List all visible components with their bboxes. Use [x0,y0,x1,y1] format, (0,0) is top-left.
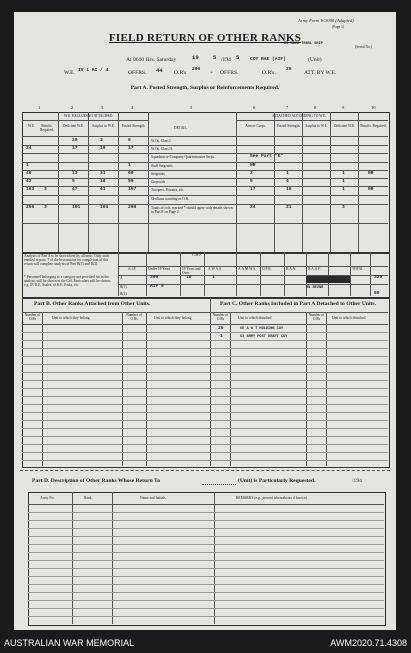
detail-header: DETAIL. [174,126,188,130]
part-a-detail: Corporals [151,180,166,184]
col-header-att-sur: Surplus to W.E. [305,124,328,128]
part-a-cell-sur: 41 [100,187,106,192]
archive-name: AUSTRALIAN WAR MEMORIAL [4,638,135,648]
analysis-row-label: B(1) [120,285,127,289]
part-a-cell-att_posted: 4 [286,179,289,184]
part-a-cell-def: 47 [72,187,78,192]
col-header-att-def: Deficient W.E. [333,124,356,128]
column-number: 6 [253,105,256,110]
col-header-reinf: Reinfts. Required. [39,124,55,132]
part-a-cell-arm: NR [250,163,256,168]
part-a-detail: Totals of cols. marked * should agree with details shown in Part E on Page 2. [151,206,233,215]
part-a-cell-we: 296 [26,205,35,210]
part-c-entry-1-num: 25 [218,326,224,331]
ors2-label: O.R's. [262,70,276,76]
column-number: 1 [38,105,41,110]
part-a-detail: W.Os. Class II. [151,147,173,151]
part-a-detail: Squadron or Company Quartermaster Serjts. [151,155,215,159]
column-number: 9 [342,105,345,110]
ors-label: O.R's [174,70,187,76]
analysis-header: A.W.A.S. [208,267,222,271]
analysis-note: Analysis of Part A to be shown here by all units. Only units entitled in para. 7 of the Instructions for completion of this return will complete analysis of Part B(1) and B(2). [24,254,110,267]
part-a-cell-att_def: 1 [342,179,345,184]
col-header-def: Deficient W.E. [62,124,85,128]
part-d-col-remarks: REMARKS (e.g., present whereabouts if known). [236,496,308,500]
part-d-col-name: Name and Initials. [140,496,167,500]
analysis-note-2: * Personnel belonging to a category not provided for in the analysis will be shown in the Col. Particulars will be shown, e.g. IN R.E. Scales, of R.E. Parks, etc. [24,275,111,288]
part-a-detail: Staff Sergeants [151,164,173,168]
part-a-cell-att_reinf: NR [368,171,374,176]
part-a-detail: W.Os. Class I. [151,139,172,143]
part-a-cell-posted: 9 [128,138,131,143]
archive-footer [0,634,411,653]
part-a-cell-posted: 17 [128,146,134,151]
part-c-entry-1-unit: 6E A W T HOLDING COY [240,327,284,331]
part-a-cell-posted: 1 [128,163,131,168]
part-a-cell-arm: 24 [250,205,256,210]
part-a-cell-att_def: 3 [342,205,345,210]
analysis-header: R.A.A.F. [308,267,321,271]
part-a-cell-def: 5 [72,179,75,184]
part-c-col-2: Unit to which detached [238,316,272,320]
part-d-heading: Part D. Description of Other Ranks Whose Return To [32,478,160,484]
ors-value: 296 [192,67,201,72]
tear-line [20,470,390,471]
part-d-heading-mid: (Unit) is Particularly Requested. [238,478,316,484]
column-number: 3 [101,105,104,110]
we-value: IV 1 AC / 4 [78,68,109,73]
analysis-total: 320 [374,275,383,280]
part-a-cell-att_def: 1 [342,187,345,192]
analysis-u18: 18 [186,275,192,280]
part-d-date: /194 [352,478,362,484]
part-a-cell-sur: 10 [100,146,106,151]
analysis-aif: 300 [150,275,159,280]
analysis-row-label: B(2) [120,292,127,296]
form-title: FIELD RETURN OF OTHER RANKS [108,32,302,44]
part-a-cell-att_posted: 1 [286,171,289,176]
column-number: 10 [371,105,376,110]
year-prefix: /194 [221,57,231,63]
part-b-heading: Part B. Other Ranks Attached from Other Units. [34,301,151,307]
part-a-cell-we: 1 [26,163,29,168]
part-b-col-3: Number of O.Rs [126,313,142,321]
part-a-cell-att_posted: 16 [286,187,292,192]
ors2-value: 25 [286,67,292,72]
redaction-bar [306,276,350,283]
part-d-col-rank: Rank. [84,496,93,500]
analysis-row-label: A [120,276,123,280]
part-a-cell-arm: 17 [250,187,256,192]
col-header-we: W.E. [28,124,36,128]
group-right-header: ATTACHED ACCORDING TO W.E. [272,114,327,118]
part-a-cell-posted: 55 [128,179,134,184]
part-a-cell-we: 42 [26,179,32,184]
analysis-o19: 1 [212,275,215,280]
plus-sign: + [210,70,214,76]
part-d-col-army-no: Army No. [40,496,55,500]
offrs-value: 44 [156,67,163,74]
part-a-cell-arm: 5 [250,179,253,184]
part-c-entry-2-num: 1 [220,334,223,339]
part-a-cell-arm: See Part "E" [250,154,284,159]
part-a-cell-def: 20 [72,138,78,143]
part-a-cell-def: 13 [72,171,78,176]
col-header-sur: Surplus to W.E. [92,124,115,128]
part-a-cell-arm: 2 [250,171,253,176]
redacted-stamp: RN REVNR [306,286,324,290]
year-value: 5 [236,54,240,61]
part-a-cell-sur: 104 [100,205,109,210]
part-c-col-1: Number of O.Rs [212,313,229,321]
part-a-detail: Troopers, Privates, etc. [151,188,185,192]
part-a-cell-posted: 157 [128,187,137,192]
part-a-cell-att_reinf: NR [368,187,374,192]
part-a-cell-att_def: 1 [342,171,345,176]
analysis-header: Under 18 Years [148,267,171,271]
part-b-col-1: Number of O.Rs [24,313,41,321]
cmf-header: C.M.F. [192,253,202,257]
at-hours-label: At 0600 Hrs. Saturday [126,57,177,63]
part-b-col-2: Unit to which they belong [52,316,90,320]
analysis-aif: AIF 9 [150,284,164,289]
ship-stamp: 26 MOVE TRNSL SHIP [284,42,323,46]
column-number: 7 [286,105,289,110]
part-a-cell-we: 24 [26,146,32,151]
we-label: W.E. [64,70,75,76]
column-number: 4 [131,105,134,110]
analysis-header: 19 Years and Over [182,267,201,275]
column-number: 5 [190,105,193,110]
part-a-cell-def: 101 [72,205,81,210]
part-a-cell-sur: 3 [100,138,103,143]
serial-no-label: (Serial No.) [355,45,372,49]
unit-label: (Unit) [308,57,322,63]
att-label: ATT. BY W.E. [304,70,337,76]
page-label: (Page 1) [332,25,345,29]
col-header-att-reinf: Reinfts. Required. [360,124,387,128]
part-a-detail: Civilians counting as O.R. [151,197,190,201]
archive-ref: AWM2020.71.4308 [330,638,407,648]
analysis-header: TOTAL [352,267,364,271]
part-a-cell-att_posted: 21 [286,205,292,210]
day-value: 19 [192,54,199,61]
analysis-header: A.I.F. [128,267,137,271]
part-a-cell-def: 17 [72,146,78,151]
part-a-cell-posted: 60 [128,171,134,176]
part-a-cell-reinf: 3 [44,205,47,210]
part-a-cell-sur: 31 [100,171,106,176]
offrs-label: OFFRS. [128,70,147,76]
army-form-label: Army Form W.3009 (Adapted) [298,18,354,23]
part-a-cell-we: 163 [26,187,35,192]
part-a-cell-posted: 298 [128,205,137,210]
part-b-col-4: Unit to which they belong [154,316,192,320]
analysis-header: R.A.N. [286,267,297,271]
analysis-total: 60 [374,291,380,296]
form-sheet [14,12,396,630]
group-left-header: W.E. EXCLUDING ATTACHED. [64,114,114,118]
analysis-header: CIVIL [262,267,272,271]
part-c-heading: Part C. Other Ranks Included in Part A Detached to Other Units. [220,301,376,307]
month-value: 5 [213,54,217,61]
column-number: 8 [314,105,317,110]
col-header-arm: Arm or Corps. [245,124,266,128]
part-a-detail: Sergeants [151,172,165,176]
unit-name: COY RAE (AIF) [250,57,286,62]
col-header-posted: Posted Strength. [121,124,146,128]
part-a-cell-sur: 18 [100,179,106,184]
part-c-col-4: Unit to which detached [332,316,366,320]
part-a-heading: Part A. Posted Strength, Surplus or Reinforcements Required. [130,85,280,91]
offrs2-label: OFFRS. [220,70,239,76]
part-c-entry-2-unit: 53 ARMY POST DRAFT COY [240,335,288,339]
col-header-att-posted: Posted Strength. [276,124,301,128]
column-number: 2 [71,105,74,110]
part-a-cell-we: 40 [26,171,32,176]
part-c-col-3: Number of O.Rs [308,313,325,321]
part-a-cell-reinf: 3 [44,187,47,192]
analysis-header: A.A.M.W.S. [238,267,256,271]
